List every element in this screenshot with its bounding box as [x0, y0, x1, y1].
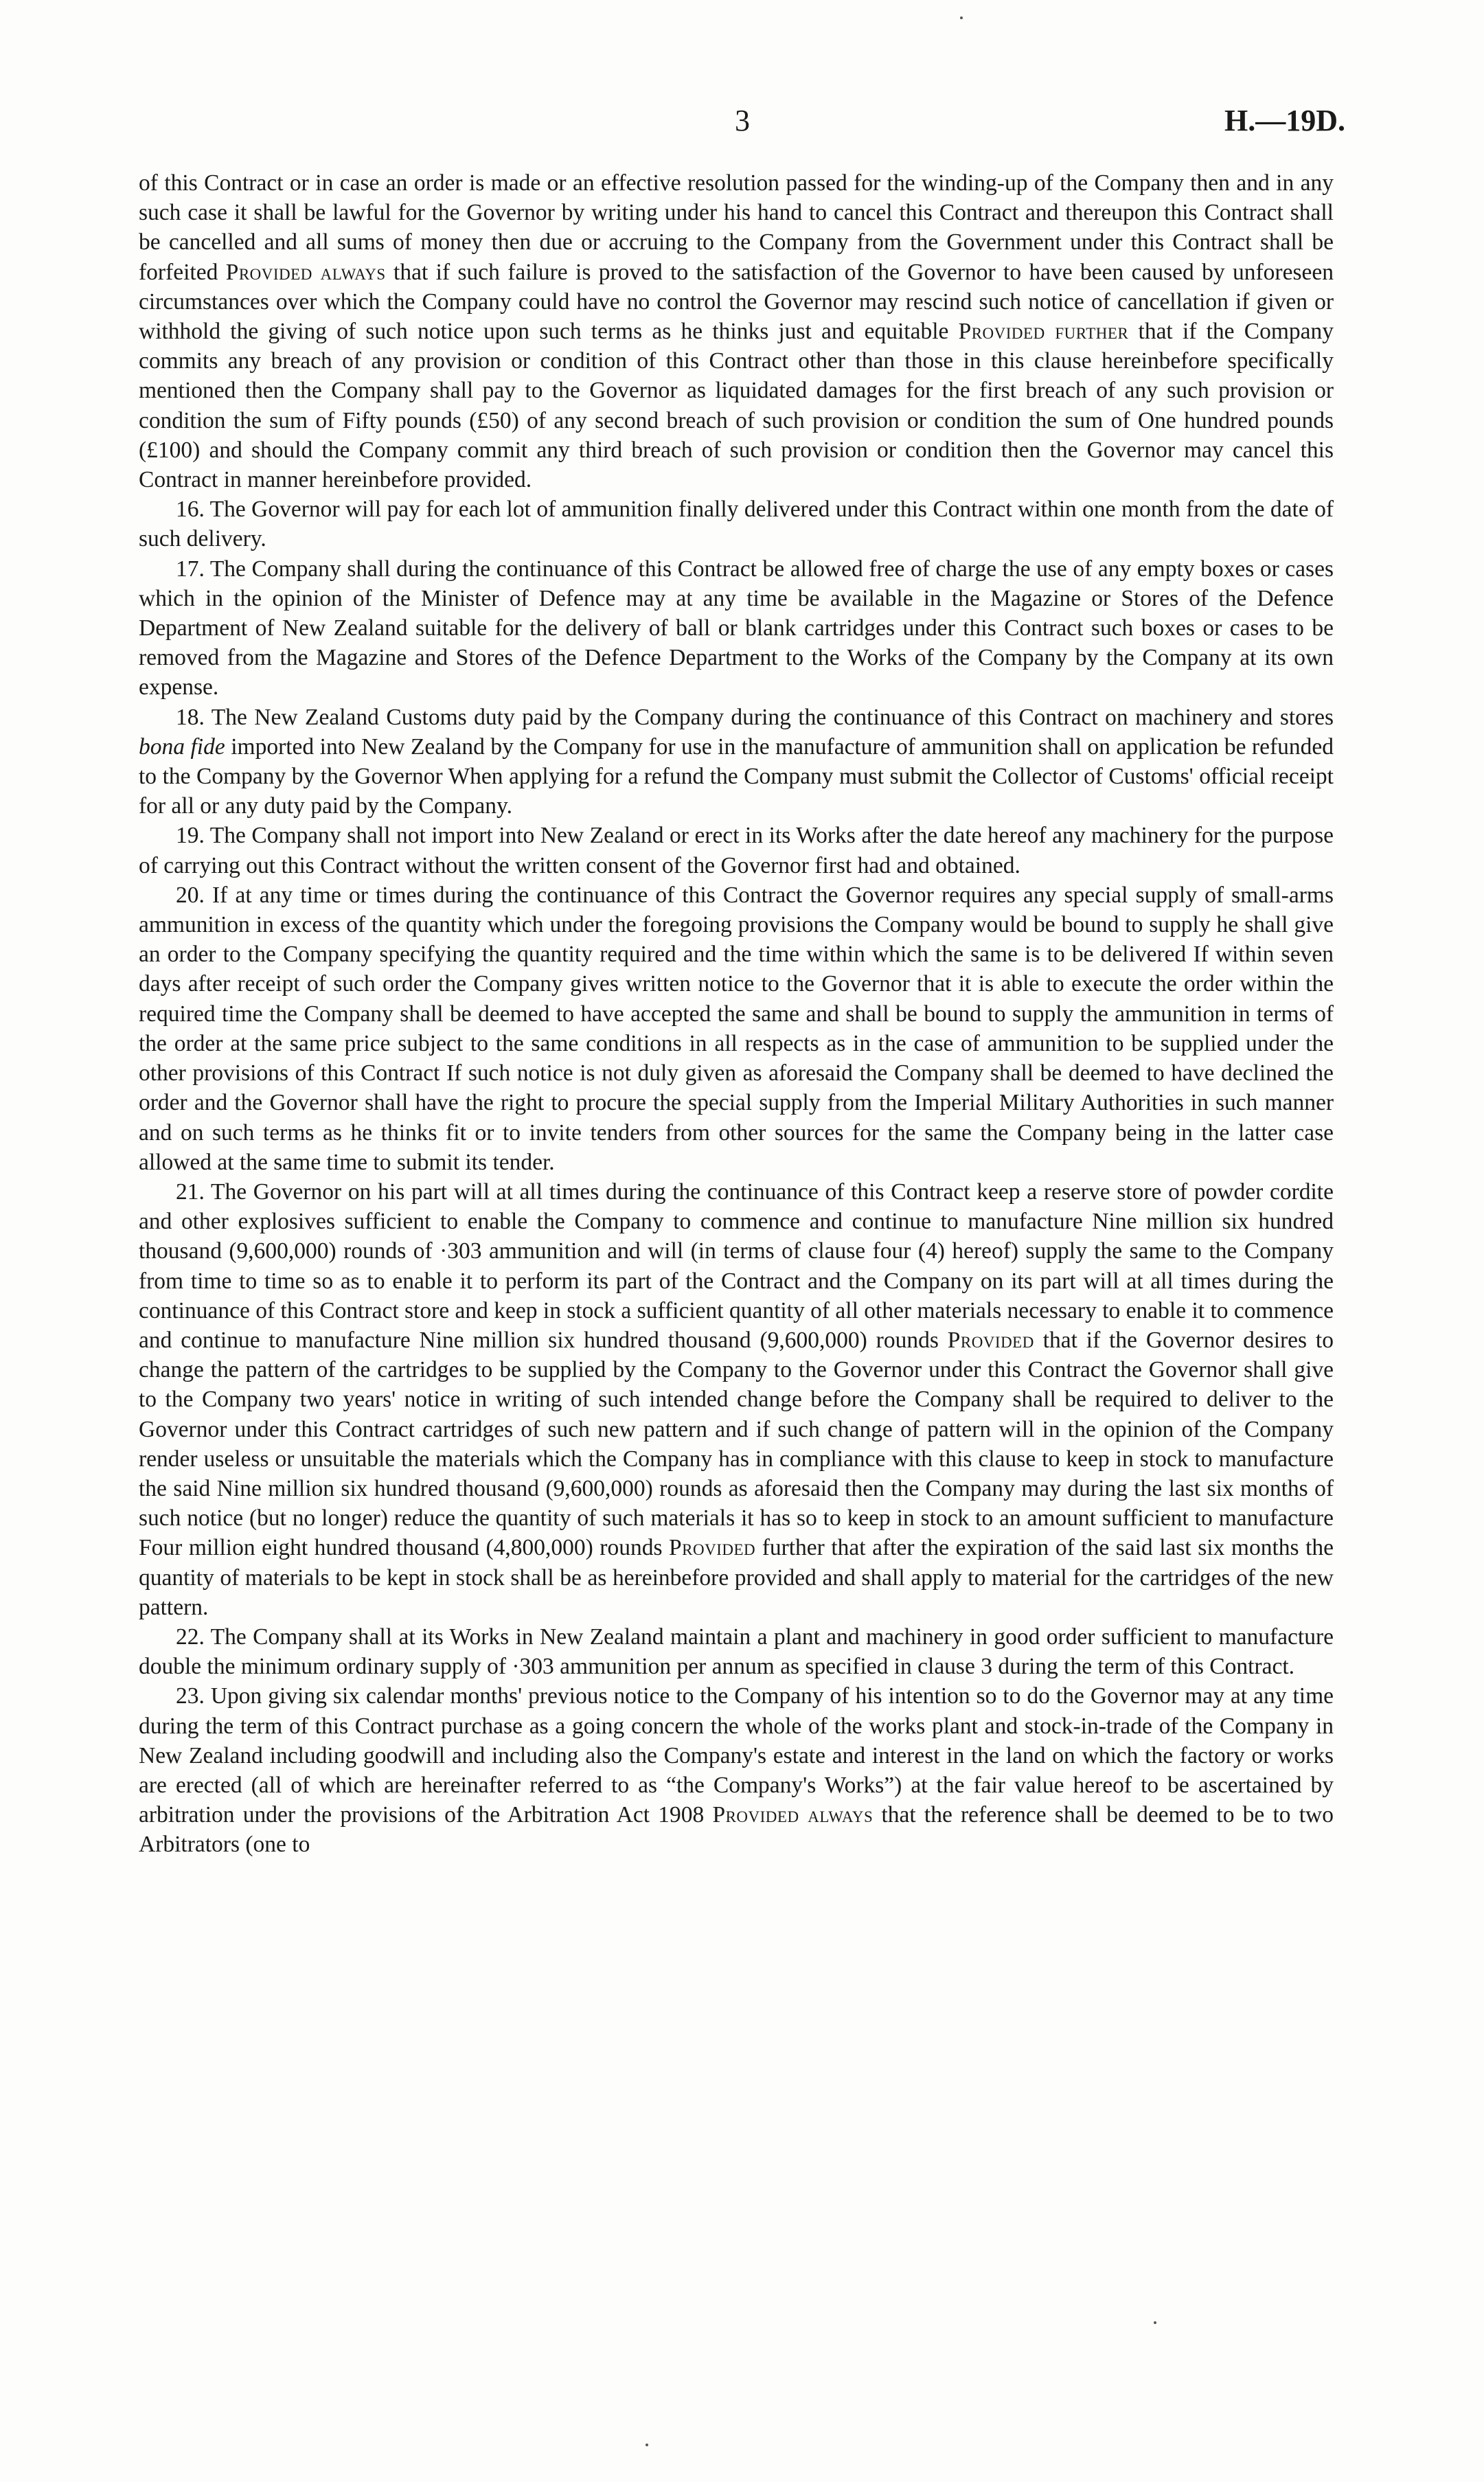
- clause-16: [139, 494, 1334, 554]
- scan-speck: [960, 16, 963, 19]
- clause-19: [139, 821, 1334, 880]
- italic-term: bona fide: [139, 733, 225, 760]
- clause-20: [139, 880, 1334, 1177]
- text-run: that if the Governor desires to change the pattern of the cartridges to be supplied by the Company to the Governor under this Contract the Governor shall give to the Company two years' notice in writing of such intended change before the Company shall be required to deliver to the Governor under this Contract cartridges of such new pattern and if such change of pattern will in the opinion of the Company render useless or unsuitable the materials which the Company has in compliance with this clause to keep in stock to manufacture the said Nine million six hundred thousand (9,600,000) rounds as aforesaid then the Company may during the last six months of such notice (but no longer) reduce the quantity of such materials it has so to keep in stock to an amount sufficient to manufacture Four million eight hundred thousand (4,800,000) rounds: [139, 1327, 1334, 1561]
- text-run: 22. The Company shall at its Works in New Zealand maintain a plant and machinery in good order sufficient to manufacture double the minimum ordinary supply of ·303 ammunition per annum as specified in clause 3 during the term of this Contract.: [139, 1624, 1334, 1680]
- text-run: 18. The New Zealand Customs duty paid by the Company during the continuance of this Contract on machinery and stores: [176, 704, 1334, 730]
- text-run: 21. The Governor on his part will at all times during the continuance of this Contract keep a reserve store of powder cordite and other explosives sufficient to enable the Company to commence and continue to manufacture Nine million six hundred thousand (9,600,000) rounds of ·303 ammunition and will (in terms of clause four (4) hereof) supply the same to the Company from time to time so as to enable it to perform its part of the Contract and the Company on its part will at all times during the continuance of this Contract store and keep in stock a sufficient quantity of all other materials necessary to enable it to commence and continue to manufacture Nine million six hundred thousand (9,600,000) rounds: [139, 1179, 1334, 1353]
- text-run: that if the Company commits any breach of any provision or condition of this Contract other than those in this clause hereinbefore specifically mentioned then the Company shall pay to the Governor as liquidated damages for the first breach of any such provision or condition the sum of Fifty pounds (£50) of any second breach of such provision or condition the sum of One hundred pounds (£100) and should the Company commit any third breach of such provision or condition then the Governor may cancel this Contract in manner hereinbefore provided.: [139, 319, 1334, 493]
- text-run: further that after the expiration of the said last six months the quantity of materials to be kept in stock shall be as hereinbefore provided and shall apply to material for the cartridges of the new pattern.: [139, 1535, 1334, 1620]
- text-run: 23. Upon giving six calendar months' previous notice to the Company of his intention so to do the Governor may at any time during the term of this Contract purchase as a going concern the whole of the works plant and stock-in-trade of the Company in New Zealand including goodwill and including also the Company's estate and interest in the land on which the factory or works are erected (all of which are hereinafter referred to as “the Company's Works”) at the fair value hereof to be ascertained by arbitration under the provisions of the Arbitration Act 1908: [139, 1683, 1334, 1828]
- small-caps-term: Provided: [669, 1535, 756, 1561]
- clause-18: [139, 703, 1334, 821]
- small-caps-term: Provided always: [712, 1802, 874, 1828]
- document-body: [139, 168, 1334, 1860]
- small-caps-term: Provided always: [225, 259, 386, 285]
- text-run: that the reference shall be deemed to be to two Arbitrators (one to: [139, 1802, 1334, 1858]
- small-caps-term: Provided: [947, 1327, 1034, 1353]
- text-run: 20. If at any time or times during the continuance of this Contract the Governor requires any special supply of small-arms ammunition in excess of the quantity which under the foregoing provisions the Company would be bound to supply he shall give an order to the Company specifying the quantity required and the time within which the same is to be delivered If within seven days after receipt of such order the Company gives written notice to the Governor that it is able to execute the order within the required time the Company shall be deemed to have accepted the same and shall be bound to supply the ammunition in terms of the order at the same price subject to the same conditions in all respects as in the case of ammunition to be supplied under the other provisions of this Contract If such notice is not duly given as aforesaid the Company shall be deemed to have declined the order and the Governor shall have the right to procure the special supply from the Imperial Military Authorities in such manner and on such terms as he thinks fit or to invite tenders from other sources for the same the Company being in the latter case allowed at the same time to submit its tender.: [139, 882, 1334, 1175]
- text-run: that if such failure is proved to the satisfaction of the Governor to have been caused by unforeseen circumstances over which the Company could have no control the Governor may rescind such notice of cancellation if given or withhold the giving of such notice upon such terms as he thinks just and equitable: [139, 259, 1334, 345]
- paragraph-continuation: [139, 168, 1334, 494]
- scan-speck: [1154, 2321, 1156, 2324]
- text-run: imported into New Zealand by the Company for use in the manufacture of ammunition shall on application be refunded to the Company by the Governor When applying for a refund the Company must submit the Collector of Customs' official receipt for all or any duty paid by the Company.: [139, 733, 1334, 819]
- clause-23: [139, 1681, 1334, 1859]
- text-run: of this Contract or in case an order is made or an effective resolution passed for the winding-up of the Company then and in any such case it shall be lawful for the Governor by writing under his hand to cancel this Contract and thereupon this Contract shall be cancelled and all sums of money then due or accruing to the Company from the Government under this Contract shall be forfeited: [139, 170, 1334, 285]
- document-reference: H.—19D.: [1224, 104, 1345, 137]
- page-header: [0, 103, 1484, 144]
- clause-22: [139, 1622, 1334, 1681]
- text-run: 19. The Company shall not import into New Zealand or erect in its Works after the date hereof any machinery for the purpose of carrying out this Contract without the written consent of the Governor first had and obtained.: [139, 823, 1334, 878]
- page-number: 3: [735, 104, 750, 137]
- small-caps-term: Provided further: [958, 319, 1129, 345]
- clause-21: [139, 1177, 1334, 1622]
- clause-17: [139, 554, 1334, 703]
- scan-speck: [646, 2444, 648, 2446]
- text-run: 17. The Company shall during the continuance of this Contract be allowed free of charge the use of any empty boxes or cases which in the opinion of the Minister of Defence may at any time be available in the Magazine or Stores of the Defence Department of New Zealand suitable for the delivery of ball or blank cartridges under this Contract such boxes or cases to be removed from the Magazine and Stores of the Defence Department to the Works of the Company by the Company at its own expense.: [139, 556, 1334, 701]
- text-run: 16. The Governor will pay for each lot of ammunition finally delivered under this Contract within one month from the date of such delivery.: [139, 497, 1334, 552]
